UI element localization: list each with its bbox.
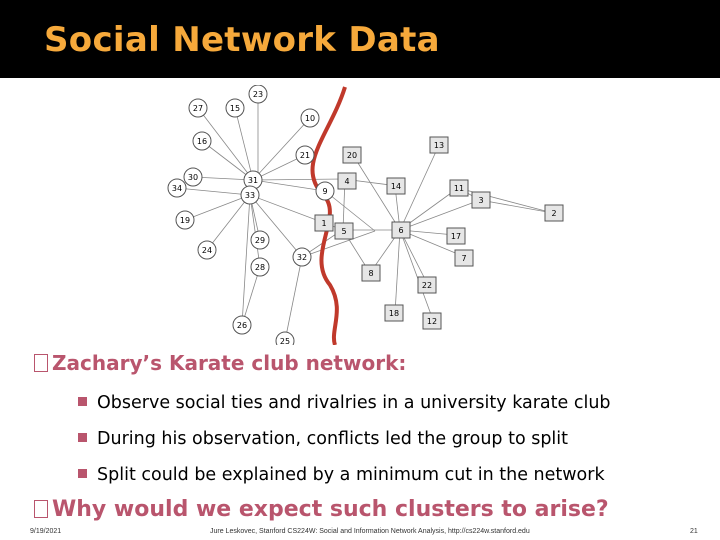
node-label: 13: [433, 141, 445, 150]
node-label: 29: [254, 236, 266, 245]
node-label: 16: [196, 137, 208, 146]
node-label: 12: [426, 317, 438, 326]
bullet-question: [34, 497, 609, 522]
bullet-glyph-icon: [34, 354, 48, 372]
node-label: 19: [179, 216, 191, 225]
node-label: 31: [247, 176, 259, 185]
square-bullet-icon: [78, 433, 87, 442]
node-label: 5: [341, 227, 347, 236]
node-label: 1: [321, 219, 327, 228]
node-label: 20: [346, 151, 358, 160]
node-label: 24: [201, 246, 213, 255]
footer-date: 9/19/2021: [30, 528, 62, 535]
sub-bullet-1: [78, 393, 611, 413]
page-number: 21: [690, 528, 698, 535]
slide-title: Social Network Data: [44, 20, 440, 60]
footer-credit: Jure Leskovec, Stanford CS224W: Social and Information Network Analysis, http://cs224w.stanford.edu: [210, 528, 530, 535]
bullet-karate-club: [34, 351, 406, 375]
bullet-question-text: Why would we expect such clusters to arise?: [52, 497, 609, 522]
sub-bullet-2-text: During his observation, conflicts led the group to split: [97, 429, 569, 449]
square-bullet-icon: [78, 397, 87, 406]
node-label: 34: [171, 184, 183, 193]
node-label: 25: [279, 337, 291, 345]
sub-bullet-3: [78, 465, 605, 485]
karate-network-figure: [155, 85, 575, 345]
node-label: 18: [388, 309, 400, 318]
bullet-karate-club-text: Zachary’s Karate club network:: [52, 351, 407, 375]
sub-bullet-2: [78, 429, 568, 449]
sub-bullet-3-text: Split could be explained by a minimum cut in the network: [97, 465, 605, 485]
node-label: 7: [461, 254, 467, 263]
sub-bullet-1-text: Observe social ties and rivalries in a university karate club: [97, 393, 611, 413]
node-label: 26: [236, 321, 248, 330]
node-label: 23: [252, 90, 264, 99]
node-label: 9: [322, 187, 328, 196]
node-label: 30: [187, 173, 199, 182]
node-label: 8: [368, 269, 374, 278]
node-label: 21: [299, 151, 311, 160]
node-label: 22: [421, 281, 433, 290]
bullet-glyph-icon: [34, 500, 48, 518]
node-label: 2: [551, 209, 557, 218]
node-label: 15: [229, 104, 241, 113]
node-label: 28: [254, 263, 266, 272]
node-label: 17: [450, 232, 462, 241]
node-label: 32: [296, 253, 308, 262]
square-bullet-icon: [78, 469, 87, 478]
node-label: 33: [244, 191, 256, 200]
node-label: 14: [390, 182, 402, 191]
node-label: 6: [398, 226, 404, 235]
node-label: 4: [344, 177, 350, 186]
node-label: 3: [478, 196, 484, 205]
node-label: 27: [192, 104, 204, 113]
node-label: 11: [453, 184, 465, 193]
node-label: 10: [304, 114, 316, 123]
